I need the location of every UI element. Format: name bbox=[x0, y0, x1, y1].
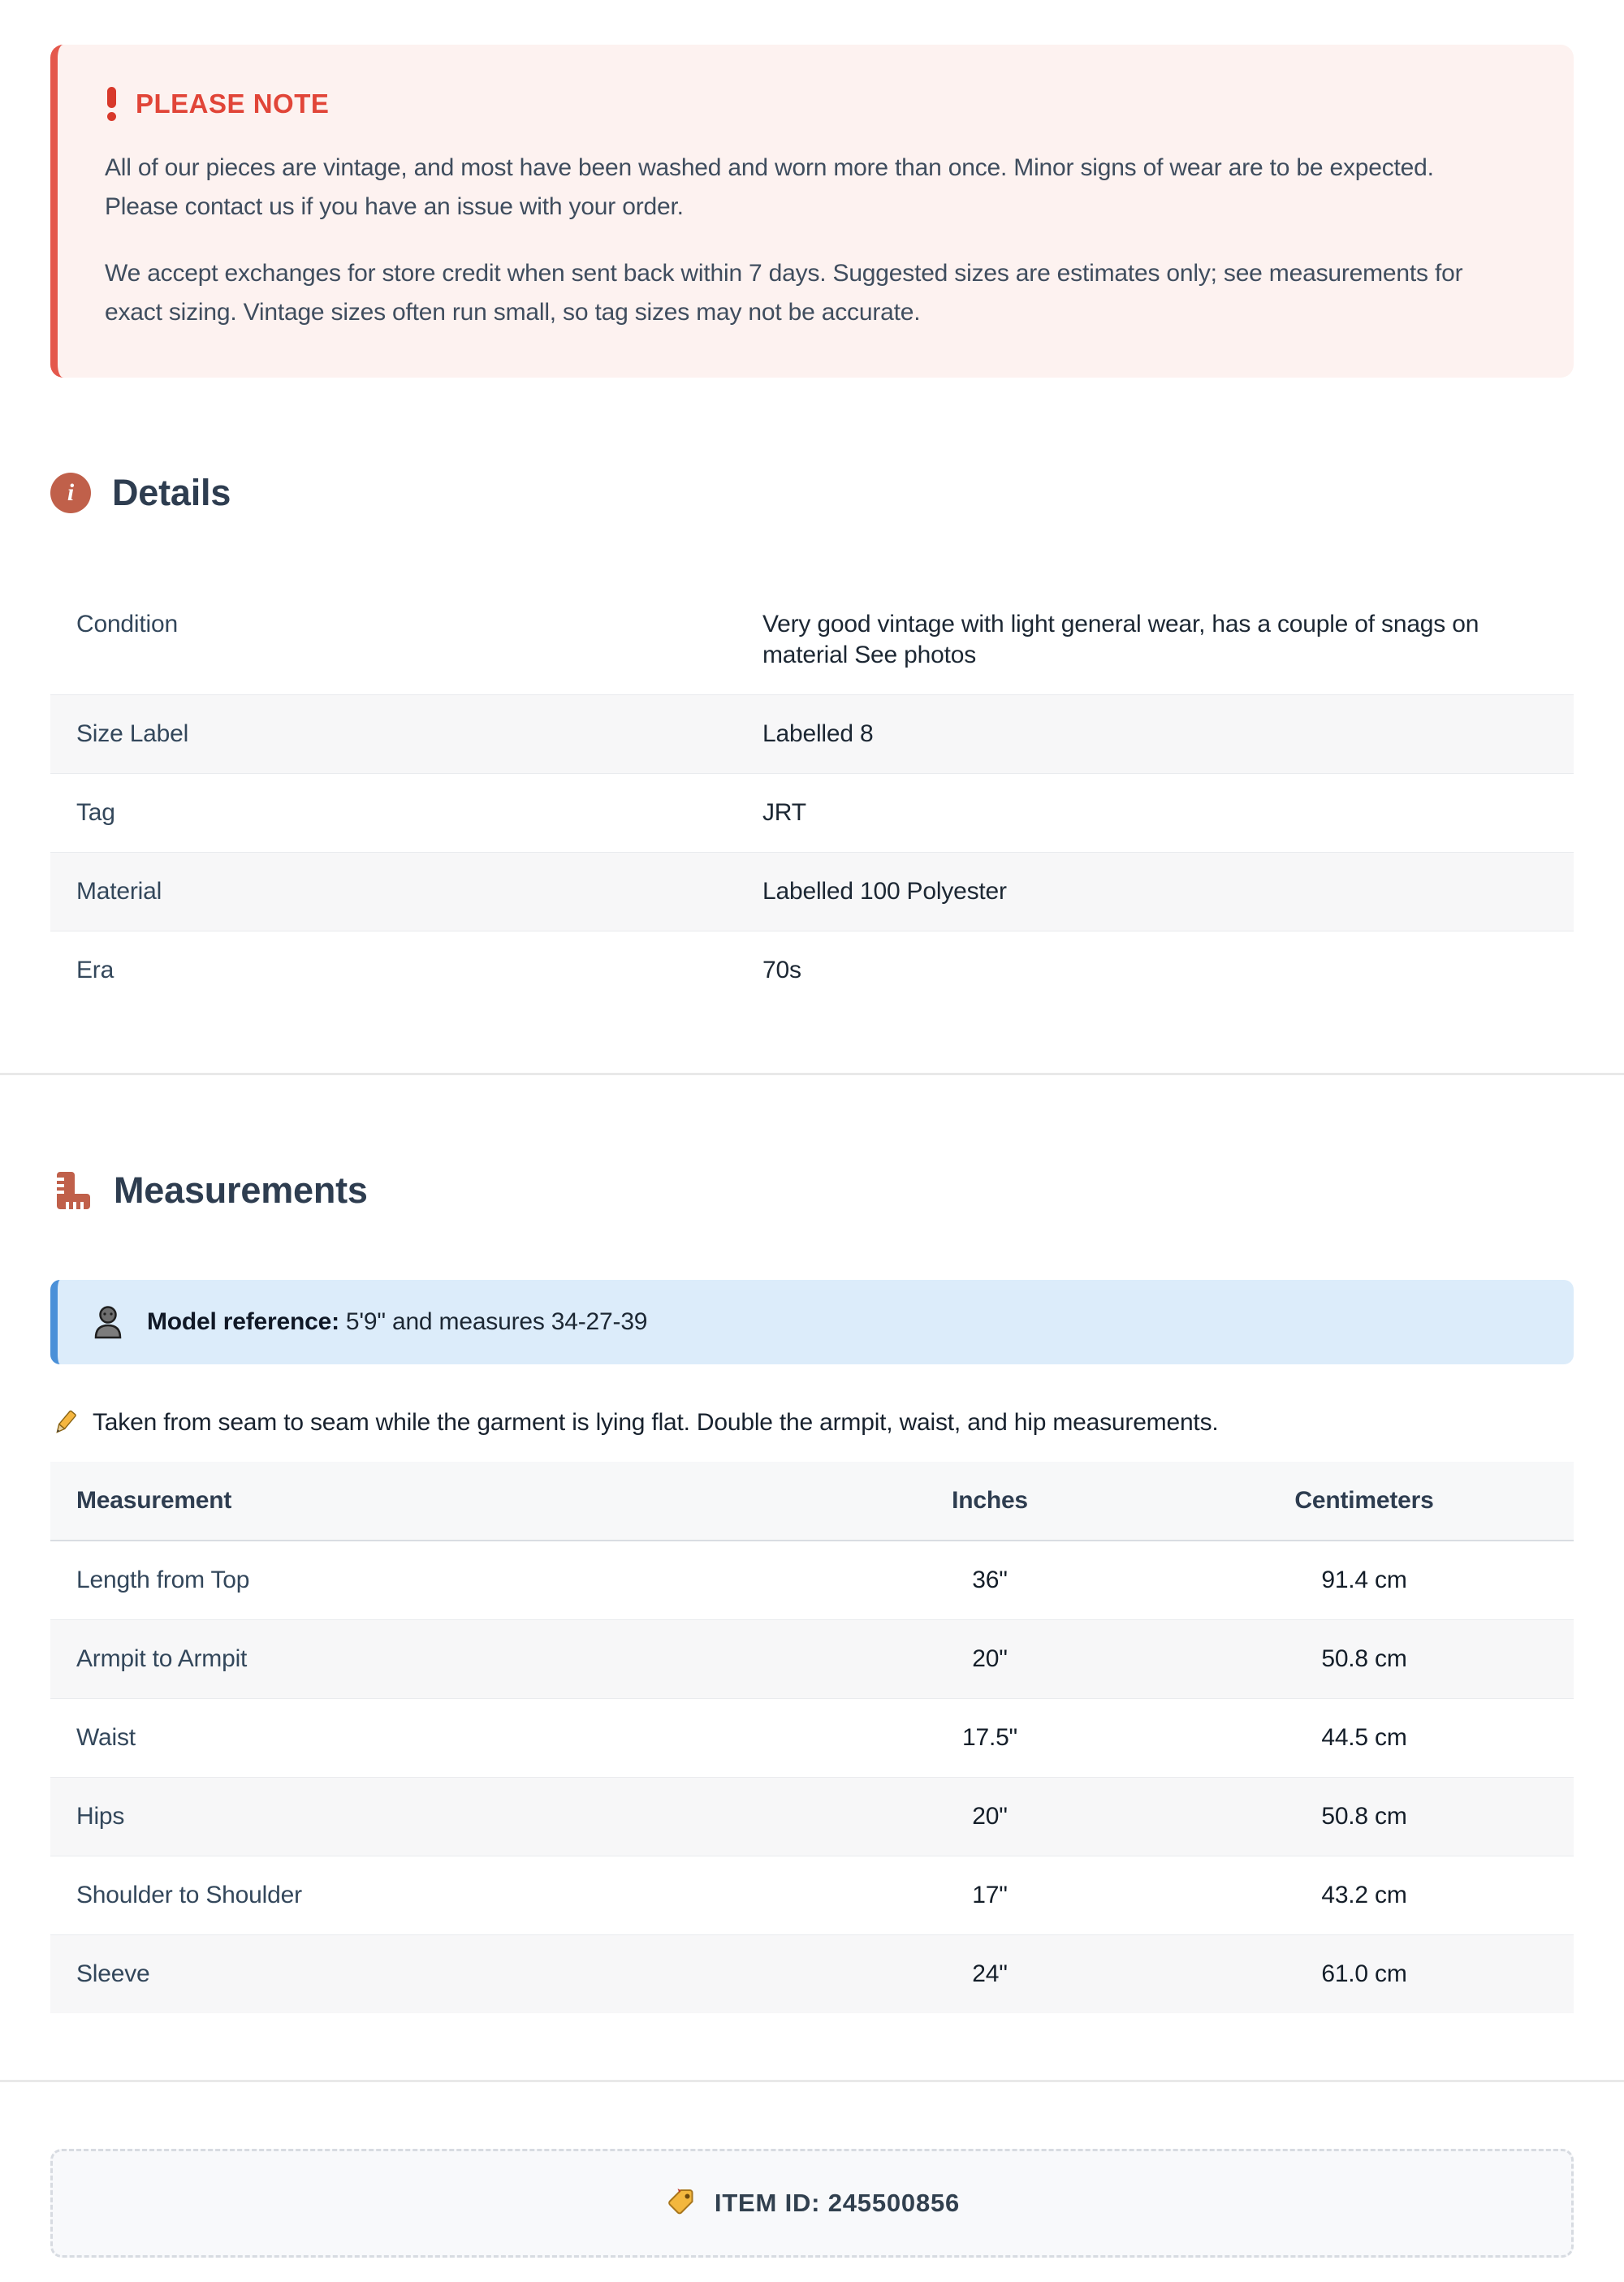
measurement-cm: 50.8 cm bbox=[1321, 1645, 1407, 1672]
please-note-callout bbox=[50, 45, 1574, 378]
model-reference-label: Model reference: bbox=[147, 1308, 339, 1335]
model-reference-value: 5'9" and measures 34-27-39 bbox=[345, 1308, 648, 1335]
measurement-row bbox=[50, 1541, 1574, 1620]
details-row-value: JRT bbox=[762, 799, 806, 826]
details-row-value: Labelled 8 bbox=[762, 720, 874, 747]
details-row-label: Tag bbox=[76, 799, 115, 826]
details-row-value: 70s bbox=[762, 957, 801, 983]
measurement-row bbox=[50, 1778, 1574, 1856]
details-row-label: Condition bbox=[76, 611, 178, 637]
header-measurement: Measurement bbox=[76, 1487, 232, 1514]
person-icon bbox=[90, 1304, 126, 1340]
measurement-cm: 50.8 cm bbox=[1321, 1803, 1407, 1830]
measurement-cm: 44.5 cm bbox=[1321, 1724, 1407, 1751]
exclamation-icon bbox=[105, 87, 118, 121]
measurement-name: Sleeve bbox=[76, 1960, 150, 1987]
details-row bbox=[50, 774, 1574, 853]
measurement-name: Shoulder to Shoulder bbox=[76, 1882, 302, 1908]
measurement-cm: 61.0 cm bbox=[1321, 1960, 1407, 1987]
measurements-table bbox=[50, 1462, 1574, 2013]
measurement-row bbox=[50, 1856, 1574, 1935]
details-row-value: Very good vintage with light general wear, has a couple of snags on material See photos bbox=[762, 611, 1479, 668]
measurement-row bbox=[50, 1620, 1574, 1699]
details-row bbox=[50, 853, 1574, 931]
notice-paragraph: All of our pieces are vintage, and most have been washed and worn more than once. Minor signs of wear are to be expected. Please contact us if you have an issue with your order. bbox=[105, 154, 1434, 220]
measurements-table-header bbox=[50, 1462, 1574, 1541]
measurement-cm: 91.4 cm bbox=[1321, 1567, 1407, 1593]
details-title: Details bbox=[112, 472, 231, 513]
measurement-inches: 17" bbox=[972, 1882, 1008, 1908]
measurement-inches: 20" bbox=[972, 1645, 1008, 1672]
item-id-text: ITEM ID: 245500856 bbox=[714, 2189, 961, 2217]
measurements-title: Measurements bbox=[114, 1169, 368, 1211]
tag-icon bbox=[664, 2187, 697, 2219]
measurement-name: Length from Top bbox=[76, 1567, 250, 1593]
notice-paragraph: We accept exchanges for store credit when sent back within 7 days. Suggested sizes are estimates only; see measurements for exact sizing. Vintage sizes often run small, so tag sizes may not be accurate. bbox=[105, 260, 1463, 326]
measurement-name: Armpit to Armpit bbox=[76, 1645, 248, 1672]
details-row-label: Era bbox=[76, 957, 114, 983]
notice-title-row bbox=[105, 87, 1528, 121]
measurements-section-heading bbox=[50, 1169, 1574, 1212]
details-table bbox=[50, 586, 1574, 1009]
details-row bbox=[50, 586, 1574, 695]
pencil-icon bbox=[50, 1408, 80, 1437]
measurement-inches: 20" bbox=[972, 1803, 1008, 1830]
info-icon: i bbox=[50, 473, 91, 513]
section-divider bbox=[0, 2080, 1624, 2082]
measurement-inches: 17.5" bbox=[961, 1724, 1018, 1751]
details-row-label: Material bbox=[76, 878, 162, 905]
notice-title: PLEASE NOTE bbox=[136, 89, 330, 119]
measurement-name: Waist bbox=[76, 1724, 136, 1751]
measurement-row bbox=[50, 1699, 1574, 1778]
details-row bbox=[50, 931, 1574, 1009]
model-reference-callout bbox=[50, 1280, 1574, 1364]
details-row-label: Size Label bbox=[76, 720, 189, 747]
section-divider bbox=[0, 1073, 1624, 1075]
measurement-row bbox=[50, 1935, 1574, 2013]
measurement-note-text: Taken from seam to seam while the garment is lying flat. Double the armpit, waist, and hip measurements. bbox=[93, 1409, 1219, 1436]
header-centimeters: Centimeters bbox=[1294, 1487, 1434, 1514]
measurement-cm: 43.2 cm bbox=[1321, 1882, 1407, 1908]
details-row-value: Labelled 100 Polyester bbox=[762, 878, 1007, 905]
header-inches: Inches bbox=[952, 1487, 1028, 1514]
item-id-box bbox=[50, 2149, 1574, 2258]
ruler-icon bbox=[50, 1169, 93, 1212]
measurement-note bbox=[50, 1408, 1574, 1437]
measurement-inches: 24" bbox=[972, 1960, 1008, 1987]
measurement-name: Hips bbox=[76, 1803, 125, 1830]
details-row bbox=[50, 695, 1574, 774]
measurement-inches: 36" bbox=[972, 1567, 1008, 1593]
model-reference-text bbox=[147, 1303, 647, 1342]
details-section-heading bbox=[50, 472, 1574, 514]
